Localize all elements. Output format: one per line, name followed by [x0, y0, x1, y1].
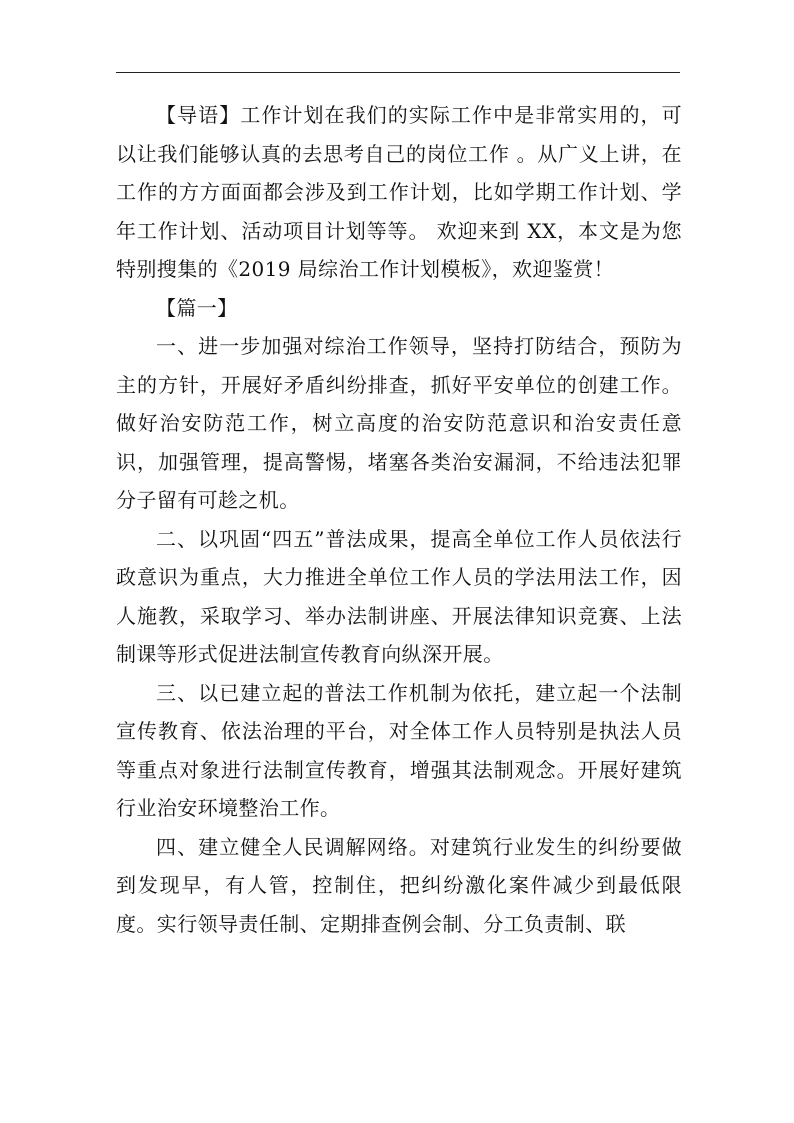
intro-paragraph: 【导语】工作计划在我们的实际工作中是非常实用的，可以让我们能够认真的去思考自己的岗位工作 。从广义上讲，在工作的方方面面都会涉及到工作计划，比如学期工作计划、学年工作计划、活动项目计划等等。 欢迎来到 XX，本文是为您特别搜集的《2019 局综治工作计划模板》，欢迎鉴赏！ [116, 103, 682, 281]
body-paragraph-1: 一、进一步加强对综治工作领导，坚持打防结合，预防为主的方针，开展好矛盾纠纷排查，抓好平安单位的创建工作。做好治安防范工作，树立高度的治安防范意识和治安责任意识，加强管理，提高警惕，堵塞各类治安漏洞，不给违法犯罪分子留有可趁之机。 [116, 334, 682, 512]
section-heading: 【篇一】 [156, 295, 238, 320]
body-paragraph-4: 四、建立健全人民调解网络。对建筑行业发生的纠纷要做到发现早，有人管，控制住，把纠纷激化案件减少到最低限度。实行领导责任制、定期排查例会制、分工负责制、联 [116, 834, 682, 936]
body-paragraph-2: 二、以巩固“四五”普法成果，提高全单位工作人员依法行政意识为重点，大力推进全单位工作人员的学法用法工作，因人施教，采取学习、举办法制讲座、开展法律知识竞赛、上法制课等形式促进法制宣传教育向纵深开展。 [116, 526, 682, 666]
document-body [116, 96, 682, 943]
body-paragraph-3: 三、以已建立起的普法工作机制为依托，建立起一个法制宣传教育、依法治理的平台，对全体工作人员特别是执法人员等重点对象进行法制宣传教育，增强其法制观念。开展好建筑行业治安环境整治工作。 [116, 680, 682, 820]
header-rule [116, 72, 680, 73]
